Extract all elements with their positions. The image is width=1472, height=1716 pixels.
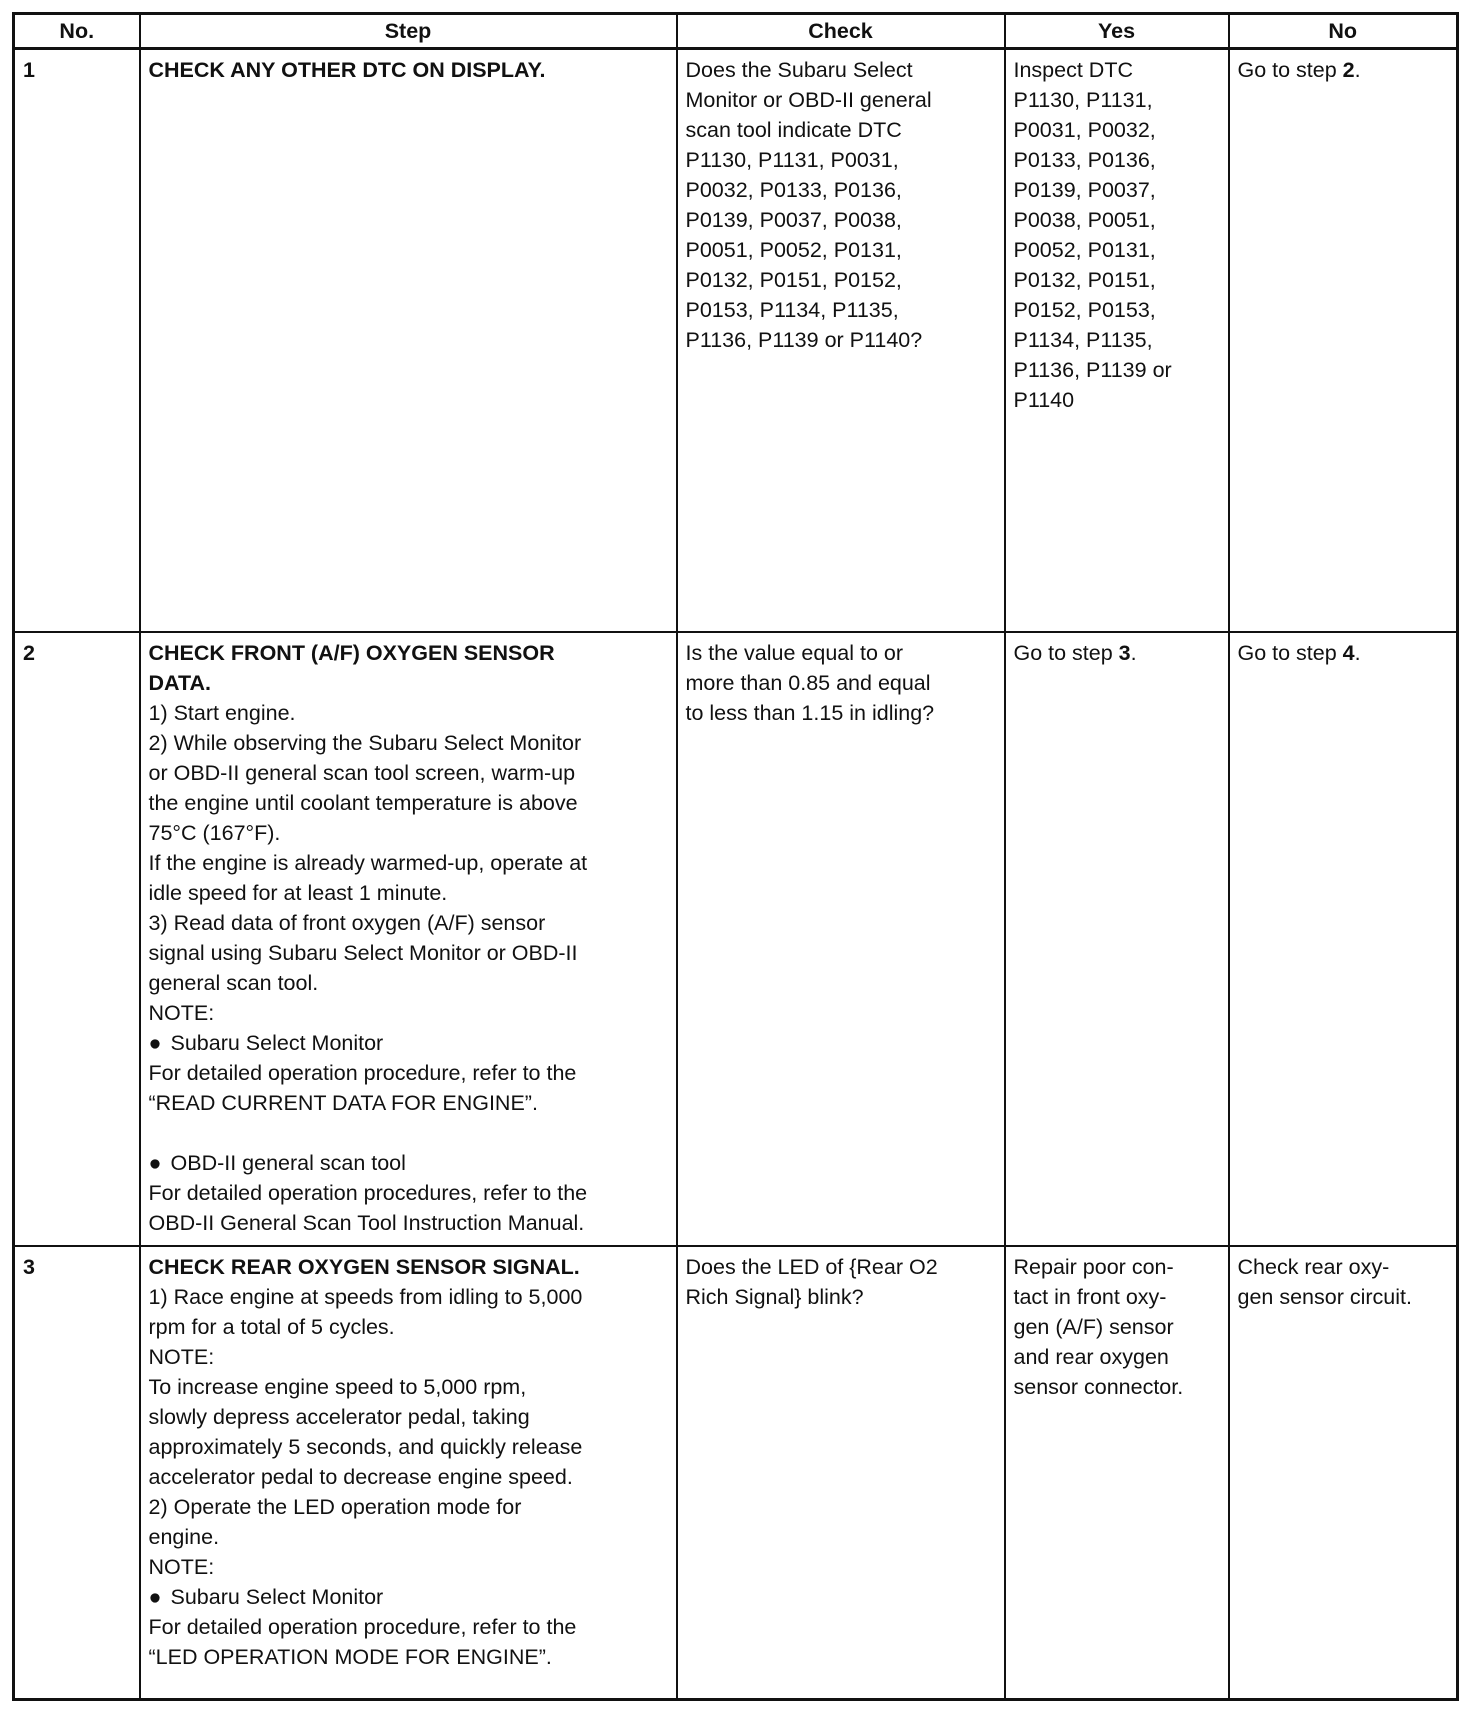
check-line: Does the Subaru Select (685, 58, 913, 82)
step-line: NOTE: (148, 1344, 215, 1369)
step-line: general scan tool. (148, 970, 319, 995)
note-bullet-item (149, 1148, 668, 1178)
step-title: CHECK ANY OTHER DTC ON DISPLAY. (148, 58, 546, 82)
step-line: 1) Start engine. (148, 700, 296, 725)
yes-line: P0031, P0032, (1013, 118, 1156, 142)
check-line: Monitor or OBD-II general (685, 88, 932, 112)
check-line: more than 0.85 and equal (685, 670, 931, 695)
step-title-line: CHECK FRONT (A/F) OXYGEN SENSOR (148, 640, 555, 665)
step-line: “LED OPERATION MODE FOR ENGINE”. (148, 1644, 552, 1669)
check-line: to less than 1.15 in idling? (685, 700, 935, 725)
header-check: Check (677, 14, 1005, 49)
step-line: signal using Subaru Select Monitor or OBD-II (148, 940, 578, 965)
header-yes: Yes (1005, 14, 1229, 49)
check-line: P0153, P1134, P1135, (685, 298, 899, 322)
yes-line: Repair poor con- (1013, 1254, 1174, 1279)
step-line: For detailed operation procedure, refer to the (148, 1060, 577, 1085)
step-line: OBD-II General Scan Tool Instruction Manual. (148, 1210, 585, 1235)
yes-cell (1005, 1246, 1229, 1700)
yes-line: P0139, P0037, (1013, 178, 1156, 202)
yes-line: gen (A/F) sensor (1013, 1314, 1174, 1339)
note-title: Subaru Select Monitor (170, 1030, 384, 1055)
check-cell (677, 632, 1005, 1246)
step-line: 2) Operate the LED operation mode for (148, 1494, 522, 1519)
check-line: P0051, P0052, P0131, (685, 238, 902, 262)
no-result-end: . (1354, 58, 1361, 82)
yes-line: sensor connector. (1013, 1374, 1184, 1399)
note-bullet-item (149, 1028, 668, 1058)
step-line: “READ CURRENT DATA FOR ENGINE”. (148, 1090, 538, 1115)
yes-line: P1134, P1135, (1013, 328, 1153, 352)
step-line: 3) Read data of front oxygen (A/F) sensor (148, 910, 546, 935)
yes-line: P0152, P0153, (1013, 298, 1156, 322)
check-line: P0032, P0133, P0136, (685, 178, 902, 202)
note-title: OBD-II general scan tool (170, 1150, 406, 1175)
goto-step-number: 2 (1342, 58, 1355, 82)
step-line: For detailed operation procedures, refer to the (148, 1180, 588, 1205)
bullet-icon: ● (148, 1584, 162, 1609)
table-row (14, 49, 1458, 632)
no-result-text: Go to step (1237, 640, 1343, 665)
step-cell (140, 1246, 677, 1700)
step-line: rpm for a total of 5 cycles. (148, 1314, 395, 1339)
step-line: To increase engine speed to 5,000 rpm, (148, 1374, 527, 1399)
yes-line: P0052, P0131, (1013, 238, 1156, 262)
check-line: Is the value equal to or (685, 640, 904, 665)
yes-line: tact in front oxy- (1013, 1284, 1167, 1309)
no-result-line: Check rear oxy- (1237, 1254, 1390, 1279)
check-cell (677, 49, 1005, 632)
yes-text: Go to step (1013, 640, 1119, 665)
yes-line: P1136, P1139 or (1013, 358, 1172, 382)
step-line: If the engine is already warmed-up, operate at (148, 850, 588, 875)
check-line: P1130, P1131, P0031, (685, 148, 899, 172)
header-step: Step (140, 14, 677, 49)
header-no: No. (14, 14, 140, 49)
bullet-icon: ● (148, 1030, 162, 1055)
step-cell (140, 632, 677, 1246)
check-line: P0139, P0037, P0038, (685, 208, 902, 232)
step-line: the engine until coolant temperature is above (148, 790, 578, 815)
check-line: P1136, P1139 or P1140? (685, 328, 923, 352)
step-line: 1) Race engine at speeds from idling to 5,000 (148, 1284, 583, 1309)
step-line: NOTE: (148, 1000, 215, 1025)
step-title-line: DATA. (148, 670, 211, 695)
header-row (14, 14, 1458, 49)
yes-line: and rear oxygen (1013, 1344, 1169, 1369)
row-number: 1 (14, 49, 140, 632)
step-line: approximately 5 seconds, and quickly release (148, 1434, 583, 1459)
yes-end: . (1130, 640, 1137, 665)
step-line: idle speed for at least 1 minute. (148, 880, 448, 905)
yes-cell (1005, 49, 1229, 632)
diagnostic-sheet (12, 12, 1456, 1701)
yes-line: P0133, P0136, (1013, 148, 1156, 172)
check-line: P0132, P0151, P0152, (685, 268, 902, 292)
note-bullet-item (149, 1582, 668, 1612)
step-line: For detailed operation procedure, refer to the (148, 1614, 577, 1639)
no-result-text: Go to step (1237, 58, 1343, 82)
step-line: slowly depress accelerator pedal, taking (148, 1404, 530, 1429)
header-no-result: No (1229, 14, 1458, 49)
step-line: accelerator pedal to decrease engine speed. (148, 1464, 573, 1489)
no-result-cell (1229, 49, 1458, 632)
yes-line: P0132, P0151, (1013, 268, 1156, 292)
step-line: engine. (148, 1524, 220, 1549)
note-title: Subaru Select Monitor (170, 1584, 384, 1609)
check-cell (677, 1246, 1005, 1700)
no-result-end: . (1354, 640, 1361, 665)
no-result-cell (1229, 1246, 1458, 1700)
yes-line: Inspect DTC (1013, 58, 1133, 82)
row-number: 3 (14, 1246, 140, 1700)
step-title: CHECK REAR OXYGEN SENSOR SIGNAL. (148, 1254, 580, 1279)
yes-line: P0038, P0051, (1013, 208, 1156, 232)
check-line: Does the LED of {Rear O2 (685, 1254, 938, 1279)
table-row (14, 632, 1458, 1246)
step-line: NOTE: (148, 1554, 215, 1579)
no-result-cell (1229, 632, 1458, 1246)
goto-step-number: 4 (1342, 640, 1355, 665)
spacer (149, 1118, 668, 1148)
diagnostic-table (12, 12, 1459, 1701)
yes-cell (1005, 632, 1229, 1246)
row-number: 2 (14, 632, 140, 1246)
bullet-icon: ● (148, 1150, 162, 1175)
yes-line: P1140 (1013, 388, 1075, 412)
yes-line: P1130, P1131, (1013, 88, 1153, 112)
no-result-line: gen sensor circuit. (1237, 1284, 1412, 1309)
check-line: scan tool indicate DTC (685, 118, 902, 142)
step-line: 75°C (167°F). (148, 820, 281, 845)
step-line: 2) While observing the Subaru Select Monitor (148, 730, 582, 755)
goto-step-number: 3 (1118, 640, 1131, 665)
table-row (14, 1246, 1458, 1700)
check-line: Rich Signal} blink? (685, 1284, 864, 1309)
step-line: or OBD-II general scan tool screen, warm-up (148, 760, 576, 785)
step-cell (140, 49, 677, 632)
